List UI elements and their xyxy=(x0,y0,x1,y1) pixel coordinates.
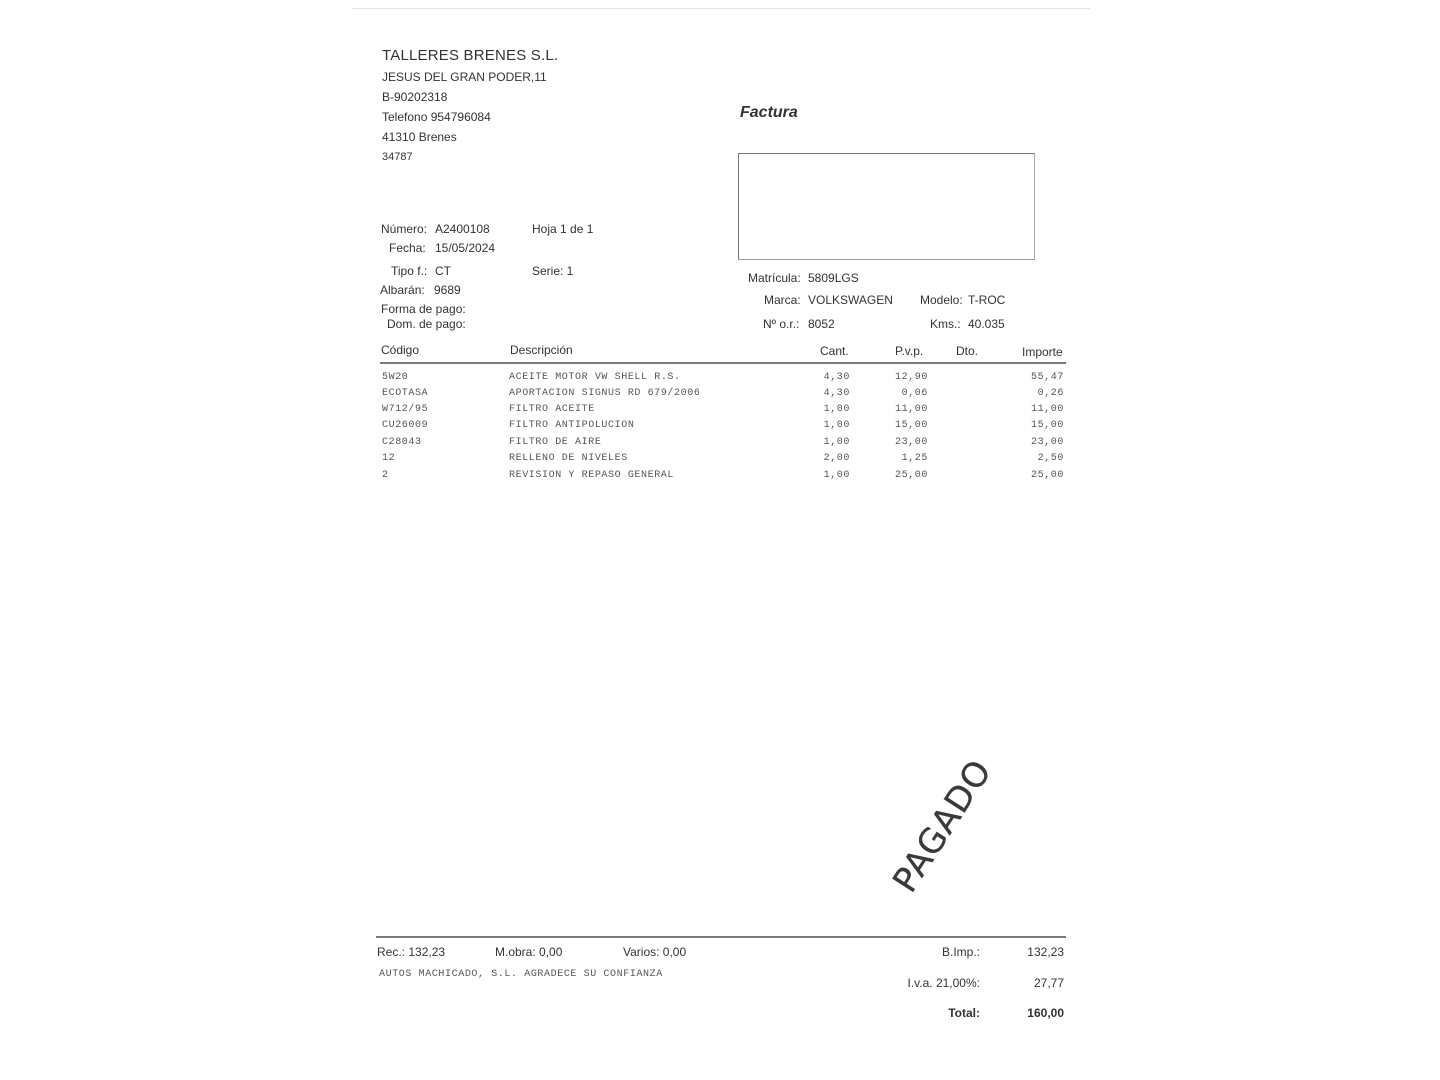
matricula-label: Matrícula: xyxy=(748,271,801,285)
row-2-codigo: ECOTASA xyxy=(382,388,429,399)
hoja-text: Hoja 1 de 1 xyxy=(532,222,594,236)
fecha-value: 15/05/2024 xyxy=(435,241,496,255)
total-value: 160,00 xyxy=(1027,1006,1064,1020)
company-cif: B-90202318 xyxy=(382,90,448,104)
company-code: 34787 xyxy=(382,151,413,163)
row-1-descripcion: ACEITE MOTOR VW SHELL R.S. xyxy=(509,372,681,383)
row-1-importe: 55,47 xyxy=(1030,372,1064,383)
row-3-importe: 11,00 xyxy=(1030,404,1064,415)
row-2-importe: 0,26 xyxy=(1037,388,1064,399)
albaran-value: 9689 xyxy=(434,283,461,297)
table-header-rule xyxy=(380,362,1066,364)
row-6-pvp: 1,25 xyxy=(901,453,928,464)
row-5-cant: 1,00 xyxy=(823,437,850,448)
mobra-text: M.obra: 0,00 xyxy=(495,945,563,959)
col-header-cant: Cant. xyxy=(820,344,849,358)
thanks-message: AUTOS MACHICADO, S.L. AGRADECE SU CONFIANZA xyxy=(379,969,663,980)
fecha-label: Fecha: xyxy=(389,241,426,255)
row-5-codigo: C28043 xyxy=(382,437,422,448)
albaran-label: Albarán: xyxy=(380,283,425,297)
row-3-pvp: 11,00 xyxy=(894,404,928,415)
numero-label: Número: xyxy=(381,222,428,236)
row-6-descripcion: RELLENO DE NIVELES xyxy=(509,453,628,464)
row-4-cant: 1,00 xyxy=(823,420,850,431)
rec-text: Rec.: 132,23 xyxy=(377,945,446,959)
page-top-edge xyxy=(352,8,1090,9)
company-phone: Telefono 954796084 xyxy=(382,110,491,124)
row-7-importe: 25,00 xyxy=(1030,470,1064,481)
tipo-label: Tipo f.: xyxy=(391,264,428,278)
kms-value: 40.035 xyxy=(968,317,1005,331)
row-2-descripcion: APORTACION SIGNUS RD 679/2006 xyxy=(509,388,701,399)
row-6-importe: 2,50 xyxy=(1037,453,1064,464)
matricula-value: 5809LGS xyxy=(808,271,859,285)
kms-label: Kms.: xyxy=(930,317,961,331)
col-header-importe: Importe xyxy=(1022,345,1063,359)
company-name: TALLERES BRENES S.L. xyxy=(382,47,559,64)
row-1-cant: 4,30 xyxy=(823,372,850,383)
company-city: 41310 Brenes xyxy=(382,130,457,144)
tipo-value: CT xyxy=(435,264,451,278)
customer-address-box xyxy=(738,153,1035,260)
row-6-codigo: 12 xyxy=(382,453,396,464)
row-7-descripcion: REVISION Y REPASO GENERAL xyxy=(509,470,675,481)
marca-label: Marca: xyxy=(764,293,801,307)
row-4-pvp: 15,00 xyxy=(894,420,928,431)
row-5-importe: 23,00 xyxy=(1030,437,1064,448)
row-2-pvp: 0,06 xyxy=(901,388,928,399)
col-header-descripcion: Descripción xyxy=(510,343,573,357)
nor-label: Nº o.r.: xyxy=(763,317,800,331)
numero-value: A2400108 xyxy=(435,222,490,236)
dom-pago-label: Dom. de pago: xyxy=(387,317,466,331)
serie-text: Serie: 1 xyxy=(532,264,574,278)
row-7-pvp: 25,00 xyxy=(894,470,928,481)
row-7-codigo: 2 xyxy=(382,470,389,481)
document-title: Factura xyxy=(740,104,798,121)
row-1-codigo: 5W20 xyxy=(382,372,409,383)
row-7-cant: 1,00 xyxy=(823,470,850,481)
col-header-codigo: Código xyxy=(381,343,420,357)
forma-pago-label: Forma de pago: xyxy=(381,302,466,316)
row-3-codigo: W712/95 xyxy=(382,404,429,415)
row-4-descripcion: FILTRO ANTIPOLUCION xyxy=(509,420,635,431)
total-label: Total: xyxy=(948,1006,980,1020)
company-address: JESUS DEL GRAN PODER,11 xyxy=(382,70,547,84)
col-header-pvp: P.v.p. xyxy=(895,344,924,358)
row-5-pvp: 23,00 xyxy=(894,437,928,448)
bimp-label: B.Imp.: xyxy=(941,945,980,959)
bimp-value: 132,23 xyxy=(1027,945,1064,959)
iva-value: 27,77 xyxy=(1033,976,1064,990)
row-1-pvp: 12,90 xyxy=(894,372,928,383)
row-3-descripcion: FILTRO ACEITE xyxy=(509,404,595,415)
nor-value: 8052 xyxy=(808,317,835,331)
marca-value: VOLKSWAGEN xyxy=(808,293,893,307)
varios-text: Varios: 0,00 xyxy=(623,945,687,959)
modelo-label: Modelo: xyxy=(920,293,963,307)
row-2-cant: 4,30 xyxy=(823,388,850,399)
iva-label: I.v.a. 21,00%: xyxy=(907,976,980,990)
footer-rule xyxy=(376,936,1066,938)
row-3-cant: 1,00 xyxy=(823,404,850,415)
row-6-cant: 2,00 xyxy=(823,453,850,464)
row-4-importe: 15,00 xyxy=(1030,420,1064,431)
handwritten-paid-mark: PAGADO xyxy=(885,752,1001,900)
modelo-value: T-ROC xyxy=(968,293,1006,307)
row-5-descripcion: FILTRO DE AIRE xyxy=(509,437,602,448)
col-header-dto: Dto. xyxy=(956,344,979,358)
row-4-codigo: CU26009 xyxy=(382,420,429,431)
